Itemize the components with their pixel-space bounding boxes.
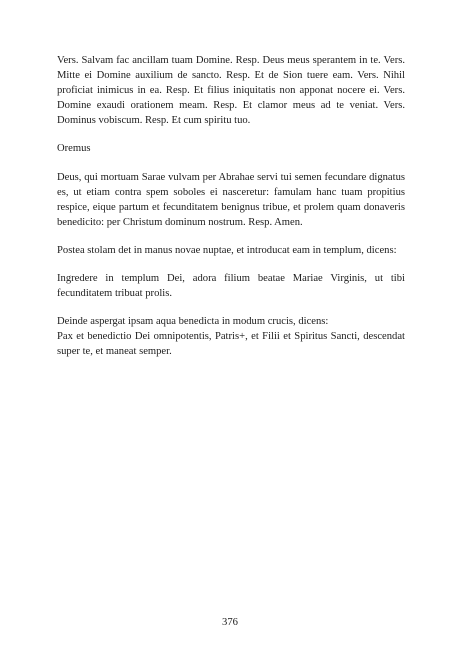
oremus-heading: Oremus [57, 143, 91, 155]
page-body [57, 53, 405, 373]
rubric-stola-paragraph: Postea stolam det in manus novae nuptae, et introducat eam in templum, dicens: [57, 244, 397, 256]
prayer-paragraph: Deus, qui mortuam Sarae vulvam per Abrahae servi tui semen fecundare dignatus es, ut etiam contra spem soboles ei nasceretur: famulam hanc tuam propitius respice, eique partum et fecunditatem benignus tribue, et prolem quam donaveris benedicito: per Christum dominum nostrum. Resp. Amen. [57, 171, 405, 228]
rubric-aspergat-paragraph: Deinde aspergat ipsam aqua benedicta in modum crucis, dicens: [57, 316, 329, 328]
ingredere-paragraph: Ingredere in templum Dei, adora filium beatae Mariae Virginis, ut tibi fecunditatem tribuat prolis. [57, 273, 405, 300]
page-number: 376 [222, 617, 238, 628]
blessing-paragraph: Pax et benedictio Dei omnipotentis, Patris+, et Filii et Spiritus Sancti, descendat super te, et maneat semper. [57, 331, 405, 358]
versicle-response-paragraph: Vers. Salvam fac ancillam tuam Domine. Resp. Deus meus sperantem in te. Vers. Mitte ei Domine auxilium de sancto. Resp. Et de Sion tuere eam. Vers. Nihil proficiat inimicus in ea. Resp. Et filius iniquitatis non apponat nocere ei. Vers. Domine exaudi orationem meam. Resp. Et clamor meus ad te veniat. Vers. Dominus vobiscum. Resp. Et cum spiritu tuo. [57, 55, 405, 127]
